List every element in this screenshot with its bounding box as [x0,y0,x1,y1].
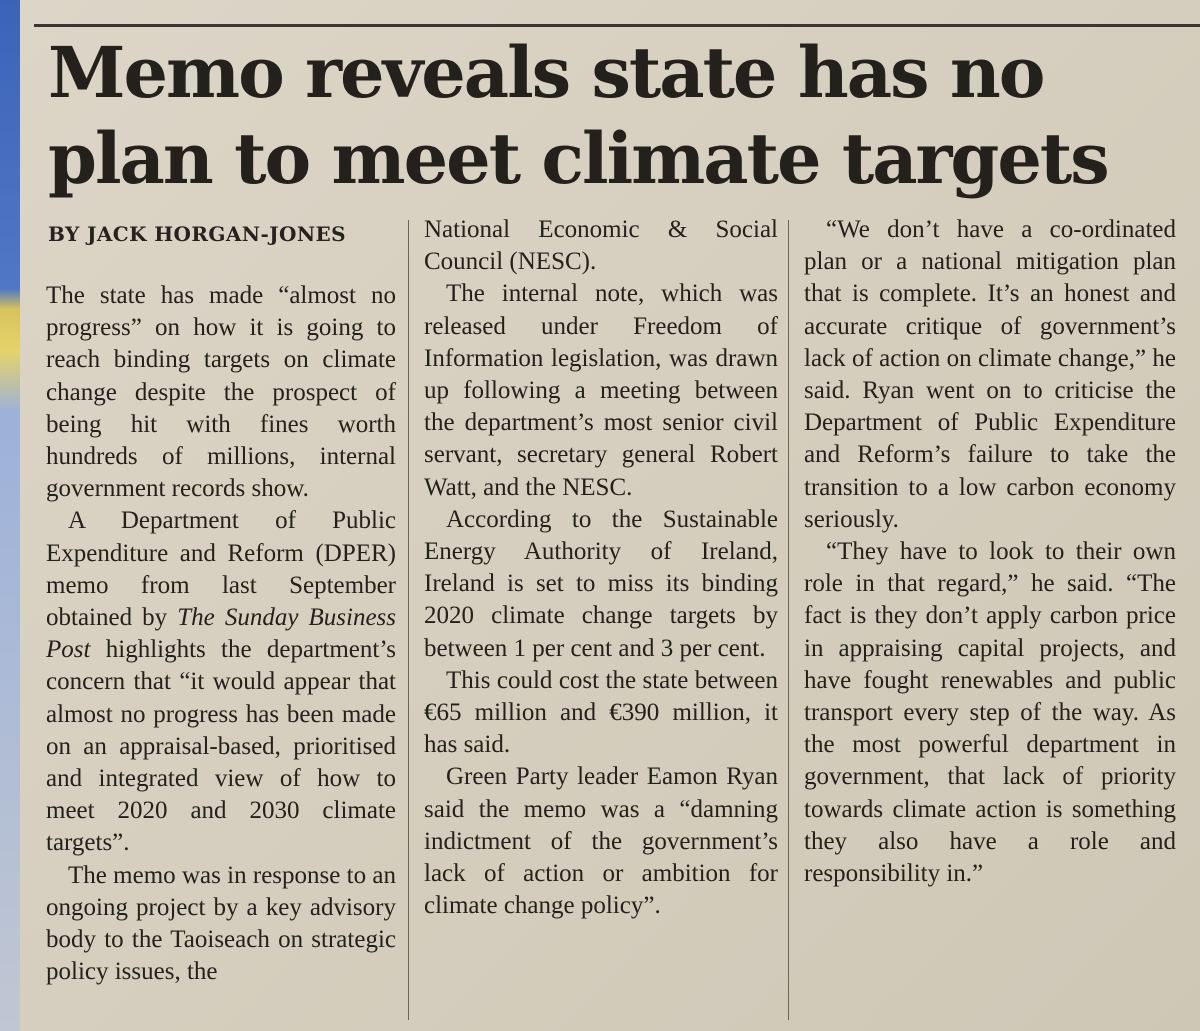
publication-name: The Sunday Business Post [46,604,396,664]
column-divider [788,220,789,1020]
paragraph: “They have to look to their own role in that regard,” he said. “The fact is they don’t apply carbon price in appraising capital projects, and have fought renewables and public transport every step of the way. As the most powerful department in government, that lack of priority towards climate action is something they also have a role and responsibility in.” [804,538,1176,888]
paragraph: Green Party leader Eamon Ryan said the memo was a “damning indictment of the government’s lack of action or ambition for climate change policy”. [424,763,778,920]
paragraph: According to the Sustainable Energy Authority of Ireland, Ireland is set to miss its binding 2020 climate change targets by between 1 per cent and 3 per cent. [424,505,778,662]
paragraph: The memo was in response to an ongoing project by a key advisory body to the Taoiseach on strategic policy issues, the [46,861,396,986]
article-column-2 [424,214,778,922]
paragraph: The internal note, which was released under Freedom of Information legislation, was drawn up following a meeting between the department’s most senior civil servant, secretary general Robert Watt, and the NESC. [424,280,778,501]
paragraph: The state has made “almost no progress” on how it is going to reach binding targets on climate change despite the prospect of being hit with fines worth hundreds of millions, internal government records show. [46,282,396,503]
paragraph-text: A Department of Public Expenditure and Reform (DPER) memo from last September obtained by [46,507,396,632]
byline: BY JACK HORGAN-JONES [48,222,347,246]
paragraph: This could cost the state between €65 million and €390 million, it has said. [424,666,778,759]
headline: Memo reveals state has no plan to meet climate targets [48,31,1108,200]
article-column-1 [46,280,396,988]
column-divider [408,220,409,1020]
paragraph-text: highlights the department’s concern that “it would appear that almost no progress has been made on an appraisal-based, prioritised and integrated view of how to meet 2020 and 2030 climate targets”. [46,636,397,857]
paragraph: “We don’t have a co-ordinated plan or a national mitigation plan that is complete. It’s an honest and accurate critique of government’s lack of action on climate change,” he said. Ryan went on to criticise the Department of Public Expenditure and Reform’s failure to take the transition to a low carbon economy seriously. [804,216,1176,533]
top-rule [34,24,1200,27]
adjacent-page-edge [0,0,20,1031]
article-column-3 [804,214,1176,890]
paragraph: National Economic & Social Council (NESC). [424,216,778,276]
paragraph [46,505,396,859]
